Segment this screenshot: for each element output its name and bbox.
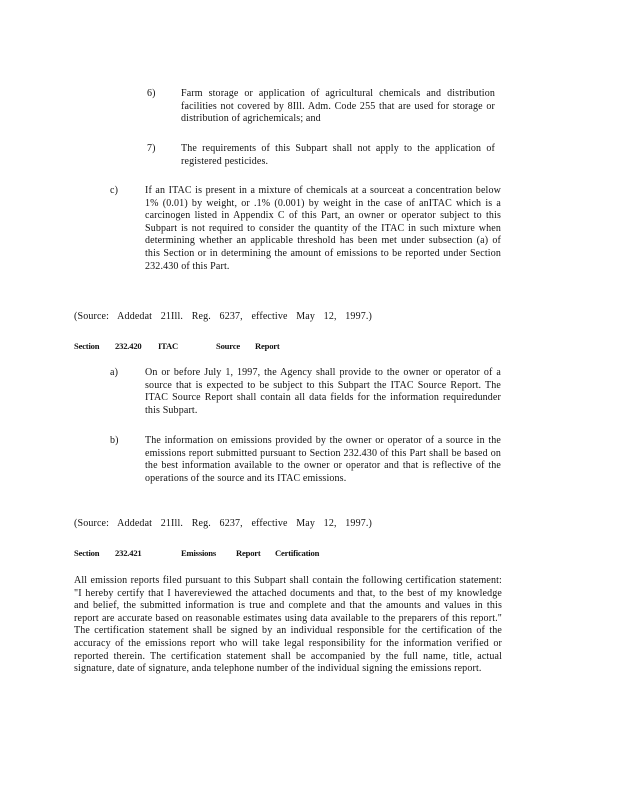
section-number: 232.420 bbox=[115, 341, 142, 351]
section-heading bbox=[74, 547, 474, 559]
list-item-number: 6) bbox=[147, 88, 156, 99]
section-word: Section bbox=[74, 341, 100, 351]
list-item-text: On or before July 1, 1997, the Agency shall provide to the owner or operator of a source that is expected to be subject to this Subpart the ITAC Source Report. The ITAC Source Report shall contain all data fields for the information requiredunder this Subpart. bbox=[145, 367, 501, 416]
list-item-number: b) bbox=[110, 435, 119, 446]
section-title-word: Source bbox=[216, 341, 240, 351]
section-title-word: ITAC bbox=[158, 341, 179, 351]
list-item-number: 7) bbox=[147, 143, 156, 154]
section-title-word: Emissions bbox=[181, 548, 216, 558]
section-heading bbox=[74, 340, 474, 352]
section-title-word: Certification bbox=[275, 548, 320, 558]
certification-paragraph: All emission reports filed pursuant to this Subpart shall contain the following certification statement: "I hereby certify that I havereviewed the attached documents and that, to the best of my knowledge and belief, the submitted information is true and complete and that the amounts and values in this report are accurate based on reasonable estimates using data available to the preparers of this report." The certification statement shall be signed by an individual responsible for the certification of the accuracy of the emissions report who will take legal responsibility for the information verified or reported therein. The certification statement shall be accompanied by the full name, title, actual signature, date of signature, anda telephone number of the individual signing the emissions report. bbox=[74, 575, 502, 675]
list-item-text: Farm storage or application of agricultural chemicals and distribution facilities not covered by 8Ill. Adm. Code 255 that are used for storage or distribution of agrichemicals; and bbox=[181, 88, 495, 125]
list-item-number: c) bbox=[110, 185, 119, 196]
section-word: Section bbox=[74, 548, 100, 558]
list-item-text: The requirements of this Subpart shall not apply to the application of registered pesticides. bbox=[181, 143, 495, 167]
list-item-number: a) bbox=[110, 367, 119, 378]
source-note: (Source: Addedat 21Ill. Reg. 6237, effective May 12, 1997.) bbox=[74, 311, 372, 322]
section-number: 232.421 bbox=[115, 548, 142, 558]
source-note: (Source: Addedat 21Ill. Reg. 6237, effective May 12, 1997.) bbox=[74, 518, 372, 529]
list-item-text: The information on emissions provided by the owner or operator of a source in the emissions report submitted pursuant to Section 232.430 of this Part shall be based on the best information available to the owner or operator and that is reflective of the operations of the source and its ITAC emissions. bbox=[145, 435, 501, 484]
section-title-word: Report bbox=[255, 341, 280, 351]
section-title-word: Report bbox=[236, 548, 261, 558]
list-item-text: If an ITAC is present in a mixture of chemicals at a sourceat a concentration below 1% (0.01) by weight, or .1% (0.001) by weight in the case of anITAC which is a carcinogen listed in Appendix C of this Part, an owner or operator subject to this Subpart is not required to consider the quantity of the ITAC in such mixture when determining whether an applicable threshold has been met under subsection (a) of this Section or in determining the amount of emissions to be reported under Section 232.430 of this Part. bbox=[145, 185, 501, 272]
